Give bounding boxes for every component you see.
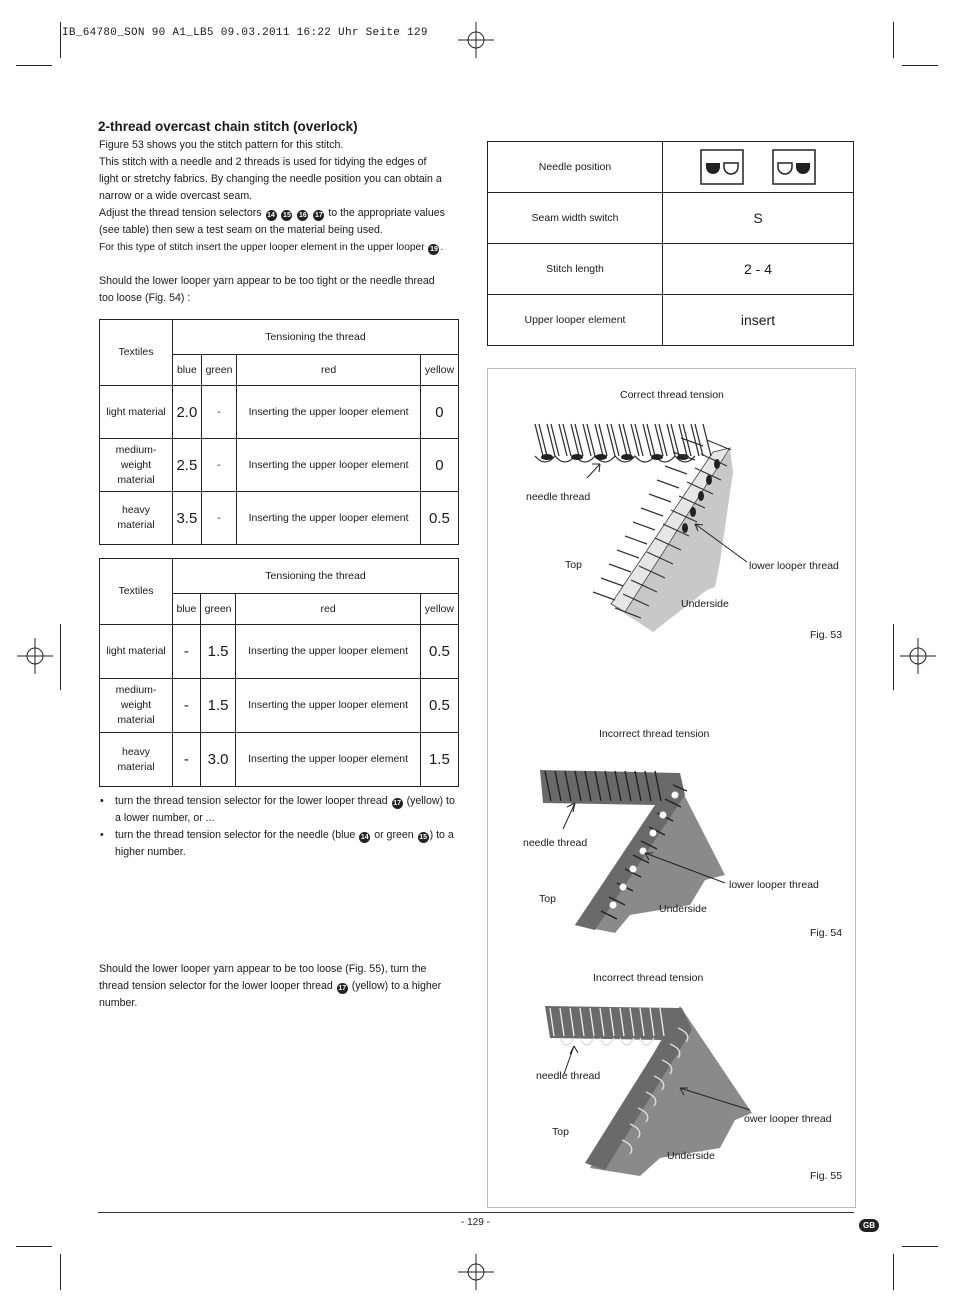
textiles-header: Textiles	[100, 320, 173, 386]
fig53-under-label: Underside	[681, 598, 729, 610]
marker-14-icon: 14	[360, 834, 369, 841]
crop-mark	[902, 65, 938, 66]
table-row: medium-weight material 2.5 - Inserting the upper looper element 0	[100, 439, 459, 492]
registration-mark	[458, 1254, 494, 1290]
fig54-caption: Fig. 54	[810, 927, 843, 939]
crop-mark	[60, 22, 61, 58]
running-head: IB_64780_SON 90 A1_LB5 09.03.2011 16:22 Uhr Seite 129	[62, 27, 428, 39]
language-badge: GB	[859, 1219, 879, 1232]
col-red: red	[237, 355, 421, 386]
tensioning-header: Tensioning the thread	[173, 559, 459, 594]
paragraph: Adjust the thread tension selectors 14 15 16 17 to the appropriate values	[99, 207, 445, 219]
fig55-title: Incorrect thread tension	[593, 972, 704, 984]
fig53-lower-label: lower looper thread	[749, 560, 839, 572]
footer-divider	[98, 1212, 854, 1213]
paragraph: too loose (Fig. 54) :	[99, 292, 191, 304]
paragraph: Figure 53 shows you the stitch pattern for this stitch.	[99, 139, 344, 151]
registration-mark	[458, 22, 494, 58]
fig55-top-label: Top	[552, 1126, 569, 1138]
table-row: heavy material - 3.0 Inserting the upper looper element 1.5	[100, 733, 459, 787]
paragraph: light or stretchy fabrics. By changing the needle position you can obtain a	[99, 173, 442, 185]
marker-15-icon: 15	[419, 834, 427, 841]
marker-19-icon: 19	[430, 246, 438, 253]
adjustment-list	[99, 793, 461, 861]
crop-mark	[893, 22, 894, 58]
marker-14-icon: 14	[267, 212, 275, 219]
table-row: Seam width switch S	[488, 193, 854, 244]
needle-position-cell	[663, 142, 854, 193]
marker-17-icon: 17	[393, 800, 401, 807]
fig55-lower-label: ower looper thread	[744, 1113, 832, 1125]
col-yellow: yellow	[420, 355, 458, 386]
paragraph: For this type of stitch insert the upper looper element in the upper looper 19 .	[99, 242, 444, 253]
table-row: Needle position	[488, 142, 854, 193]
table-row: light material - 1.5 Inserting the upper looper element 0.5	[100, 625, 459, 679]
paragraph: Should the lower looper yarn appear to be too tight or the needle thread	[99, 275, 435, 287]
table-row: heavy material 3.5 - Inserting the upper looper element 0.5	[100, 492, 459, 545]
fig54-needle-label: needle thread	[523, 837, 588, 849]
marker-16-icon: 16	[299, 212, 307, 219]
section-title: 2-thread overcast chain stitch (overlock)	[98, 119, 358, 134]
needle-left-icon	[700, 149, 744, 185]
list-item: • turn the thread tension selector for the needle (blue 14 or green 15 ) to a higher number.	[99, 827, 461, 861]
fig54-lower-label: lower looper thread	[729, 879, 819, 891]
crop-mark	[893, 624, 894, 690]
crop-mark	[60, 624, 61, 690]
registration-mark	[17, 638, 53, 674]
fig55-under-label: Underside	[667, 1150, 715, 1162]
fig54-title: Incorrect thread tension	[599, 728, 710, 740]
table-row: medium-weight material - 1.5 Inserting the upper looper element 0.5	[100, 679, 459, 733]
fig53-title: Correct thread tension	[620, 389, 724, 401]
tensioning-header: Tensioning the thread	[173, 320, 459, 355]
marker-15-icon: 15	[283, 212, 291, 219]
table-row: Upper looper element insert	[488, 295, 854, 346]
intro-text	[99, 137, 464, 307]
textiles-header: Textiles	[100, 559, 173, 625]
fig53-needle-label: needle thread	[526, 491, 591, 503]
crop-mark	[16, 1246, 52, 1247]
crop-mark	[16, 65, 52, 66]
page-number: - 129 -	[461, 1217, 490, 1228]
fig54-top-label: Top	[539, 893, 556, 905]
registration-mark	[900, 638, 936, 674]
fig54-under-label: Underside	[659, 903, 707, 915]
table-row: light material 2.0 - Inserting the upper looper element 0	[100, 386, 459, 439]
list-item: • turn the thread tension selector for the lower looper thread 17 (yellow) to a lower number, or ...	[99, 793, 461, 827]
tension-table-2	[99, 558, 459, 787]
col-green: green	[200, 594, 236, 625]
settings-table	[487, 141, 854, 346]
crop-mark	[60, 1254, 61, 1290]
paragraph: narrow or a wide overcast seam.	[99, 190, 253, 202]
fig55-stitch-illustration	[540, 998, 755, 1178]
needle-right-icon	[772, 149, 816, 185]
col-blue: blue	[173, 355, 202, 386]
paragraph: This stitch with a needle and 2 threads is used for tidying the edges of	[99, 156, 427, 168]
marker-17-icon: 17	[338, 985, 347, 992]
col-red: red	[236, 594, 420, 625]
col-green: green	[201, 355, 236, 386]
crop-mark	[902, 1246, 938, 1247]
fig53-top-label: Top	[565, 559, 582, 571]
col-yellow: yellow	[420, 594, 458, 625]
loose-paragraph: Should the lower looper yarn appear to be too loose (Fig. 55), turn the thread tension selector for the lower looper thread 17 (yellow) to a higher number.	[99, 963, 442, 1009]
marker-17-icon: 17	[314, 212, 323, 219]
fig55-caption: Fig. 55	[810, 1170, 843, 1182]
tension-table-1	[99, 319, 459, 545]
fig53-caption: Fig. 53	[810, 629, 843, 641]
crop-mark	[893, 1254, 894, 1290]
col-blue: blue	[173, 594, 201, 625]
fig55-needle-label: needle thread	[536, 1070, 601, 1082]
table-row: Stitch length 2 - 4	[488, 244, 854, 295]
paragraph: (see table) then sew a test seam on the material being used.	[99, 224, 383, 236]
